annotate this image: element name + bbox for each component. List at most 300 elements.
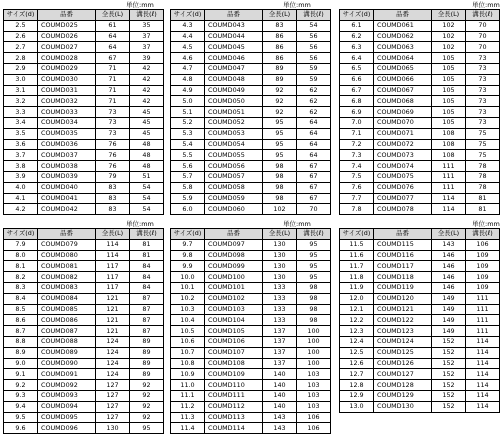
cell-total-length: 64: [96, 31, 130, 42]
cell-part-number: COUMD130: [374, 401, 432, 412]
cell-part-number: COUMD103: [205, 304, 263, 315]
cell-flute-length: 54: [297, 20, 331, 31]
cell-total-length: 92: [263, 107, 297, 118]
cell-flute-length: 78: [466, 171, 500, 182]
cell-flute-length: 78: [466, 182, 500, 193]
cell-flute-length: 87: [130, 326, 164, 337]
cell-size: 2.6: [4, 31, 38, 42]
unit-label-1: 単位:mm: [126, 1, 154, 9]
cell-total-length: 98: [263, 171, 297, 182]
cell-total-length: 98: [263, 193, 297, 204]
cell-total-length: 152: [432, 380, 466, 391]
cell-size: 5.7: [171, 171, 205, 182]
cell-size: 9.5: [4, 412, 38, 423]
table-row: [4, 358, 164, 369]
cell-flute-length: 67: [297, 171, 331, 182]
cell-total-length: 61: [96, 20, 130, 31]
cell-size: 6.0: [171, 204, 205, 215]
cell-part-number: COUMD043: [205, 20, 263, 31]
cell-part-number: COUMD090: [38, 358, 96, 369]
cell-size: 7.7: [340, 193, 374, 204]
header-flute-length: 溝長(ℓ): [466, 10, 500, 21]
header-flute-length: 溝長(ℓ): [130, 10, 164, 21]
cell-total-length: 117: [96, 282, 130, 293]
cell-part-number: COUMD117: [374, 261, 432, 272]
cell-flute-length: 67: [297, 193, 331, 204]
cell-flute-length: 106: [297, 423, 331, 434]
table-row: [171, 239, 331, 250]
cell-total-length: 121: [96, 315, 130, 326]
cell-flute-length: 45: [130, 107, 164, 118]
table-row: [171, 401, 331, 412]
cell-flute-length: 64: [297, 128, 331, 139]
cell-total-length: 95: [263, 117, 297, 128]
cell-flute-length: 54: [130, 193, 164, 204]
cell-total-length: 67: [96, 53, 130, 64]
cell-part-number: COUMD123: [374, 326, 432, 337]
cell-size: 7.3: [340, 150, 374, 161]
cell-size: 12.4: [340, 336, 374, 347]
table-row: [171, 74, 331, 85]
cell-flute-length: 109: [466, 282, 500, 293]
cell-total-length: 105: [432, 117, 466, 128]
cell-flute-length: 114: [466, 336, 500, 347]
cell-size: 8.6: [4, 315, 38, 326]
cell-part-number: COUMD063: [374, 42, 432, 53]
cell-part-number: COUMD070: [374, 117, 432, 128]
header-flute-length: 溝長(ℓ): [130, 229, 164, 240]
cell-total-length: 92: [263, 96, 297, 107]
table-row: [171, 42, 331, 53]
table-row: [340, 53, 500, 64]
cell-part-number: COUMD108: [205, 358, 263, 369]
cell-total-length: 137: [263, 326, 297, 337]
cell-flute-length: 42: [130, 96, 164, 107]
cell-flute-length: 48: [130, 150, 164, 161]
cell-flute-length: 98: [297, 315, 331, 326]
cell-size: 5.0: [171, 96, 205, 107]
cell-total-length: 105: [432, 85, 466, 96]
cell-size: 6.5: [340, 63, 374, 74]
cell-flute-length: 89: [130, 336, 164, 347]
table-row: [171, 272, 331, 283]
cell-total-length: 137: [263, 347, 297, 358]
cell-part-number: COUMD030: [38, 74, 96, 85]
cell-total-length: 140: [263, 380, 297, 391]
header-flute-length: 溝長(ℓ): [297, 229, 331, 240]
table-row: [4, 53, 164, 64]
cell-part-number: COUMD089: [38, 347, 96, 358]
cell-total-length: 152: [432, 358, 466, 369]
cell-size: 11.4: [171, 423, 205, 434]
table-row: [4, 20, 164, 31]
cell-size: 12.1: [340, 304, 374, 315]
cell-size: 9.2: [4, 380, 38, 391]
cell-total-length: 130: [263, 272, 297, 283]
cell-part-number: COUMD084: [38, 293, 96, 304]
cell-part-number: COUMD068: [374, 96, 432, 107]
cell-total-length: 146: [432, 282, 466, 293]
cell-size: 7.9: [4, 239, 38, 250]
table-row: [4, 369, 164, 380]
cell-total-length: 73: [96, 117, 130, 128]
cell-part-number: COUMD071: [374, 128, 432, 139]
table-row: [171, 63, 331, 74]
cell-part-number: COUMD122: [374, 315, 432, 326]
unit-label-3: 単位:mm: [472, 1, 500, 9]
cell-flute-length: 64: [297, 117, 331, 128]
table-header-row: [4, 229, 164, 240]
cell-size: 6.2: [340, 31, 374, 42]
cell-flute-length: 111: [466, 315, 500, 326]
cell-total-length: 95: [263, 128, 297, 139]
cell-part-number: COUMD034: [38, 117, 96, 128]
cell-flute-length: 54: [130, 182, 164, 193]
cell-total-length: 133: [263, 293, 297, 304]
cell-part-number: COUMD105: [205, 326, 263, 337]
cell-flute-length: 103: [297, 380, 331, 391]
cell-part-number: COUMD085: [38, 304, 96, 315]
table-row: [171, 150, 331, 161]
cell-size: 4.6: [171, 53, 205, 64]
cell-flute-length: 95: [297, 239, 331, 250]
cell-size: 10.3: [171, 304, 205, 315]
cell-size: 3.1: [4, 85, 38, 96]
cell-flute-length: 42: [130, 63, 164, 74]
cell-total-length: 71: [96, 63, 130, 74]
cell-flute-length: 109: [466, 250, 500, 261]
table-row: [4, 96, 164, 107]
cell-size: 10.0: [171, 272, 205, 283]
cell-total-length: 108: [432, 150, 466, 161]
cell-size: 5.8: [171, 182, 205, 193]
unit-label-5: 単位:mm: [283, 220, 311, 228]
cell-part-number: COUMD036: [38, 139, 96, 150]
cell-size: 8.4: [4, 293, 38, 304]
table-row: [4, 315, 164, 326]
cell-part-number: COUMD077: [374, 193, 432, 204]
cell-flute-length: 92: [130, 390, 164, 401]
cell-size: 2.7: [4, 42, 38, 53]
table-row: [171, 304, 331, 315]
table-row: [340, 380, 500, 391]
cell-total-length: 73: [96, 107, 130, 118]
unit-label-6: 単位:mm: [472, 220, 500, 228]
table-row: [340, 96, 500, 107]
cell-size: 6.3: [340, 42, 374, 53]
cell-size: 12.7: [340, 369, 374, 380]
table-header-row: [171, 229, 331, 240]
table-row: [340, 261, 500, 272]
table-row: [4, 128, 164, 139]
cell-flute-length: 114: [466, 369, 500, 380]
cell-size: 11.7: [340, 261, 374, 272]
cell-size: 11.6: [340, 250, 374, 261]
cell-total-length: 108: [432, 128, 466, 139]
cell-part-number: COUMD061: [374, 20, 432, 31]
table-row: [4, 282, 164, 293]
cell-part-number: COUMD114: [205, 423, 263, 434]
cell-flute-length: 92: [130, 380, 164, 391]
cell-part-number: COUMD047: [205, 63, 263, 74]
table-row: [171, 85, 331, 96]
cell-flute-length: 111: [466, 293, 500, 304]
cell-total-length: 130: [263, 250, 297, 261]
table-row: [171, 369, 331, 380]
cell-size: 6.6: [340, 74, 374, 85]
cell-size: 4.4: [171, 31, 205, 42]
cell-size: 12.6: [340, 358, 374, 369]
table-row: [340, 347, 500, 358]
cell-total-length: 133: [263, 282, 297, 293]
cell-flute-length: 89: [130, 358, 164, 369]
table-row: [4, 390, 164, 401]
cell-total-length: 76: [96, 139, 130, 150]
cell-size: 10.6: [171, 336, 205, 347]
table-row: [171, 96, 331, 107]
cell-total-length: 83: [96, 204, 130, 215]
header-total-length: 全長(L): [432, 10, 466, 21]
cell-size: 8.8: [4, 336, 38, 347]
cell-flute-length: 81: [130, 239, 164, 250]
cell-size: 5.6: [171, 161, 205, 172]
table-row: [171, 171, 331, 182]
cell-flute-length: 89: [130, 347, 164, 358]
cell-part-number: COUMD082: [38, 272, 96, 283]
table-row: [340, 204, 500, 215]
cell-size: 8.5: [4, 304, 38, 315]
cell-part-number: COUMD113: [205, 412, 263, 423]
cell-size: 9.9: [171, 261, 205, 272]
cell-flute-length: 48: [130, 161, 164, 172]
cell-size: 3.3: [4, 107, 38, 118]
cell-part-number: COUMD027: [38, 42, 96, 53]
cell-flute-length: 81: [466, 204, 500, 215]
table-row: [171, 326, 331, 337]
table-row: [340, 282, 500, 293]
cell-total-length: 140: [263, 401, 297, 412]
cell-size: 4.5: [171, 42, 205, 53]
cell-flute-length: 73: [466, 107, 500, 118]
cell-part-number: COUMD100: [205, 272, 263, 283]
cell-total-length: 130: [96, 423, 130, 434]
cell-flute-length: 92: [130, 401, 164, 412]
cell-size: 6.8: [340, 96, 374, 107]
cell-flute-length: 56: [297, 53, 331, 64]
table-row: [340, 74, 500, 85]
cell-size: 12.9: [340, 390, 374, 401]
cell-total-length: 71: [96, 96, 130, 107]
cell-flute-length: 56: [297, 31, 331, 42]
cell-part-number: COUMD073: [374, 150, 432, 161]
table-row: [4, 182, 164, 193]
cell-flute-length: 45: [130, 128, 164, 139]
spec-table-2: [170, 9, 331, 215]
cell-flute-length: 64: [297, 150, 331, 161]
cell-flute-length: 95: [130, 423, 164, 434]
cell-part-number: COUMD107: [205, 347, 263, 358]
cell-size: 4.1: [4, 193, 38, 204]
cell-part-number: COUMD054: [205, 139, 263, 150]
cell-part-number: COUMD076: [374, 182, 432, 193]
header-part-number: 品番: [38, 10, 96, 21]
cell-part-number: COUMD074: [374, 161, 432, 172]
cell-size: 3.9: [4, 171, 38, 182]
cell-part-number: COUMD038: [38, 161, 96, 172]
cell-part-number: COUMD080: [38, 250, 96, 261]
cell-part-number: COUMD056: [205, 161, 263, 172]
cell-flute-length: 98: [297, 304, 331, 315]
cell-flute-length: 73: [466, 96, 500, 107]
table-row: [171, 336, 331, 347]
table-row: [171, 315, 331, 326]
cell-flute-length: 87: [130, 315, 164, 326]
cell-part-number: COUMD066: [374, 74, 432, 85]
cell-size: 12.2: [340, 315, 374, 326]
table-row: [4, 326, 164, 337]
table-row: [340, 326, 500, 337]
cell-size: 10.1: [171, 282, 205, 293]
cell-part-number: COUMD116: [374, 250, 432, 261]
cell-part-number: COUMD037: [38, 150, 96, 161]
cell-part-number: COUMD106: [205, 336, 263, 347]
table-row: [171, 193, 331, 204]
cell-flute-length: 70: [466, 20, 500, 31]
cell-total-length: 83: [263, 20, 297, 31]
header-flute-length: 溝長(ℓ): [297, 10, 331, 21]
cell-part-number: COUMD083: [38, 282, 96, 293]
table-row: [4, 150, 164, 161]
table-row: [340, 31, 500, 42]
cell-size: 6.7: [340, 85, 374, 96]
cell-total-length: 117: [96, 272, 130, 283]
table-row: [4, 107, 164, 118]
cell-flute-length: 81: [466, 193, 500, 204]
cell-total-length: 127: [96, 412, 130, 423]
table-row: [171, 423, 331, 434]
cell-part-number: COUMD060: [205, 204, 263, 215]
cell-flute-length: 114: [466, 401, 500, 412]
spec-table-6: [339, 228, 500, 413]
cell-flute-length: 78: [466, 161, 500, 172]
cell-size: 3.6: [4, 139, 38, 150]
table-row: [171, 117, 331, 128]
cell-size: 11.2: [171, 401, 205, 412]
table-row: [4, 401, 164, 412]
table-row: [171, 412, 331, 423]
cell-total-length: 83: [96, 182, 130, 193]
cell-part-number: COUMD129: [374, 390, 432, 401]
cell-size: 2.9: [4, 63, 38, 74]
header-part-number: 品番: [38, 229, 96, 240]
table-row: [4, 193, 164, 204]
header-total-length: 全長(L): [263, 10, 297, 21]
table-row: [171, 358, 331, 369]
header-total-length: 全長(L): [96, 10, 130, 21]
table-row: [4, 117, 164, 128]
cell-part-number: COUMD127: [374, 369, 432, 380]
cell-part-number: COUMD072: [374, 139, 432, 150]
cell-part-number: COUMD049: [205, 85, 263, 96]
cell-flute-length: 114: [466, 358, 500, 369]
cell-part-number: COUMD048: [205, 74, 263, 85]
cell-size: 3.2: [4, 96, 38, 107]
table-row: [171, 139, 331, 150]
cell-size: 5.5: [171, 150, 205, 161]
cell-total-length: 146: [432, 261, 466, 272]
cell-part-number: COUMD098: [205, 250, 263, 261]
table-header-row: [4, 10, 164, 21]
cell-total-length: 64: [96, 42, 130, 53]
cell-part-number: COUMD053: [205, 128, 263, 139]
cell-part-number: COUMD044: [205, 31, 263, 42]
table-row: [340, 182, 500, 193]
cell-part-number: COUMD078: [374, 204, 432, 215]
cell-total-length: 152: [432, 390, 466, 401]
cell-part-number: COUMD052: [205, 117, 263, 128]
cell-part-number: COUMD097: [205, 239, 263, 250]
cell-part-number: COUMD124: [374, 336, 432, 347]
cell-part-number: COUMD040: [38, 182, 96, 193]
cell-flute-length: 48: [130, 139, 164, 150]
cell-size: 4.3: [171, 20, 205, 31]
cell-total-length: 98: [263, 161, 297, 172]
cell-part-number: COUMD046: [205, 53, 263, 64]
cell-flute-length: 70: [466, 42, 500, 53]
table-header-row: [171, 10, 331, 21]
cell-total-length: 86: [263, 31, 297, 42]
cell-total-length: 121: [96, 304, 130, 315]
cell-part-number: COUMD028: [38, 53, 96, 64]
table-row: [171, 390, 331, 401]
cell-size: 2.8: [4, 53, 38, 64]
cell-flute-length: 39: [130, 53, 164, 64]
cell-flute-length: 67: [297, 182, 331, 193]
cell-size: 7.1: [340, 128, 374, 139]
cell-total-length: 143: [432, 239, 466, 250]
cell-total-length: 152: [432, 369, 466, 380]
cell-part-number: COUMD088: [38, 336, 96, 347]
table-header-row: [340, 229, 500, 240]
cell-total-length: 102: [432, 42, 466, 53]
table-row: [171, 282, 331, 293]
cell-total-length: 152: [432, 401, 466, 412]
cell-size: 11.1: [171, 390, 205, 401]
table-row: [4, 261, 164, 272]
cell-total-length: 105: [432, 63, 466, 74]
table-row: [340, 401, 500, 412]
cell-flute-length: 59: [297, 74, 331, 85]
header-size: サイズ(d): [340, 10, 374, 21]
cell-flute-length: 95: [297, 261, 331, 272]
cell-size: 11.8: [340, 272, 374, 283]
table-row: [4, 31, 164, 42]
cell-size: 3.7: [4, 150, 38, 161]
cell-total-length: 114: [96, 250, 130, 261]
cell-part-number: COUMD067: [374, 85, 432, 96]
cell-part-number: COUMD045: [205, 42, 263, 53]
cell-flute-length: 98: [297, 282, 331, 293]
header-size: サイズ(d): [171, 10, 205, 21]
cell-size: 3.4: [4, 117, 38, 128]
cell-total-length: 95: [263, 150, 297, 161]
table-row: [340, 272, 500, 283]
cell-total-length: 105: [432, 74, 466, 85]
cell-part-number: COUMD081: [38, 261, 96, 272]
cell-total-length: 137: [263, 358, 297, 369]
cell-flute-length: 62: [297, 85, 331, 96]
cell-part-number: COUMD104: [205, 315, 263, 326]
